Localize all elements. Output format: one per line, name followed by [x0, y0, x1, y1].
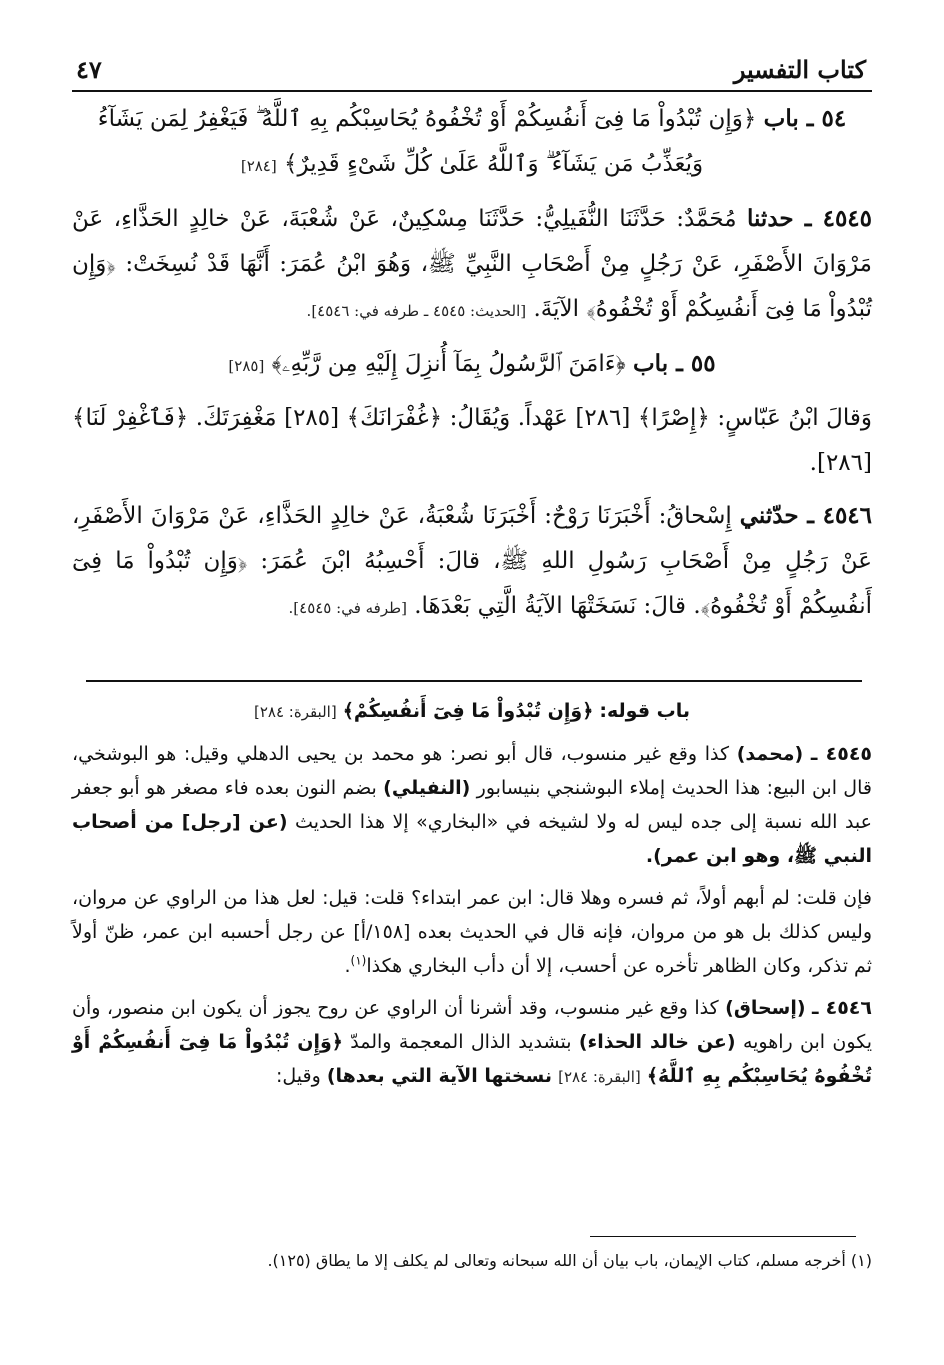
commentary-question [72, 881, 872, 983]
hadith-4546 [72, 493, 872, 631]
hadith-body: إِسْحاقُ: أَخْبَرَنَا رَوْحٌ: أَخْبَرَنَا شُعْبَةُ، عَنْ خالِدٍ الحَذَّاءِ، عَنْ مَرْوَانَ الأَصْفَرِ، عَنْ رَجُلٍ مِنْ أَصْحَابِ رَسُولِ اللهِ ﷺ، قالَ: أَحْسِبُهُ ابْنَ عُمَرَ: ﴿وَإِن تُبْدُواْ مَا فِىٓ أَنفُسِكُمْ أَوْ تُخْفُوهُ﴾. قالَ: نَسَخَتْهَا الآيَةُ الَّتِي بَعْدَهَا. [72, 503, 872, 619]
ibn-abbas-commentary [72, 396, 872, 486]
quran-verse: ﴿ءَامَنَ ٱلرَّسُولُ بِمَآ أُنزِلَ إِلَيْهِ مِن رَّبِّهِۦ﴾ [271, 351, 626, 377]
quran-verse: ﴿وَإِن تُبْدُواْ مَا فِىٓ أَنفُسِكُمْ أَوْ تُخْفُوهُ يُحَاسِبْكُم بِهِ ٱللَّهُ ۖ فَيَغْفِرُ لِمَن يَشَآءُ وَيُعَذِّبُ مَن يَشَآءُ ۗ وَٱللَّهُ عَلَىٰ كُلِّ شَىْءٍ قَدِيرٌ﴾ [97, 106, 757, 177]
commentary-term: (إسحاق) [725, 997, 806, 1019]
footnote-number: (١) [850, 1251, 872, 1270]
book-title: كتاب التفسير [733, 55, 866, 84]
hadith-reference: [الحديث: ٤٥٤٥ ـ طرفه في: ٤٥٤٦]. [306, 302, 527, 320]
hadith-number: ٤٥٤٥ ـ حدثنا [746, 205, 873, 232]
page-number: ٤٧ [76, 55, 102, 84]
section-divider [86, 680, 862, 682]
commentary-text: كذا وقع غير منسوب، قال أبو نصر: هو محمد بن يحيى الدهلي وقيل: هو البوشخي، قال ابن البيع: هذا الحديث إملاء البوشنجي بنيسابور [72, 743, 872, 799]
commentary-term: نسختها الآية التي بعدها) [326, 1065, 553, 1087]
verse-reference: [٢٨٤] [240, 157, 277, 175]
hadith-number: ٤٥٤٦ ـ حدّثني [739, 502, 873, 529]
footnote [72, 1248, 872, 1274]
footnote-text: أخرجه مسلم، كتاب الإيمان، باب بيان أن الله سبحانه وتعالى لم يكلف إلا ما يطاق (١٢٥). [267, 1251, 846, 1270]
footnote-divider [590, 1236, 856, 1237]
commentary-chapter-heading [72, 694, 872, 729]
commentary-term: (النفيلي) [383, 777, 471, 799]
commentary-4546 [72, 991, 872, 1094]
commentary-term: (محمد) [736, 743, 804, 765]
commentary-4545 [72, 737, 872, 873]
commentary-text: بضم النون بعده فاء مصغر هو أبو جعفر عبد الله نسبة إلى جده ليس له ولا لشيخه في «البخاري» إلا هذا الحديث [72, 777, 872, 833]
commentary-section [72, 694, 872, 1102]
commentary-text: كذا وقع غير منسوب، وقد أشرنا أن الراوي عن روح يجوز أن يكون ابن منصور، وأن يكون ابن راهويه [72, 997, 872, 1053]
chapter-number: ٥٤ ـ باب [763, 105, 847, 132]
quran-verse: ﴿وَإِن تُبْدُواْ مَا فِىٓ أَنفُسِكُمْ﴾ [342, 700, 594, 722]
commentary-text: فإن قلت: لم أبهم أولاً، ثم فسره وهلا قال: ابن عمر ابتداء؟ قلت: قيل: لعل هذا من الراوي عن مروان، وليس كذلك بل هو من مروان، فإنه قال في الحديث بعده [١٥٨/أ] عن رجل أحسبه ابن عمر، ظنّ أولاً ثم تذكر، وكان الظاهر تأخره عن أحسب، إلا أن دأب البخاري هكذا [72, 887, 873, 977]
ibn-abbas-text: وَقالَ ابْنُ عَبّاسٍ: ﴿إِصْرًا﴾ [٢٨٦] عَهْداً. وَيُقَالُ: ﴿غُفْرَانَكَ﴾ [٢٨٥] مَغْفِرَتَكَ. ﴿فَٱغْفِرْ لَنَا﴾ [٢٨٦]. [72, 405, 872, 476]
chapter-number: ٥٥ ـ باب [633, 350, 716, 377]
verse-reference: [٢٨٥] [228, 357, 265, 375]
chapter-label: باب قوله: [599, 700, 690, 722]
quran-verse: ﴿وَإِن تُبْدُواْ مَا فِىٓ أَنفُسِكُمْ أَوْ تُخْفُوهُ يُحَاسِبْكُم بِهِ ٱللَّهُ﴾ [72, 1031, 872, 1087]
sentence-end: . [344, 955, 351, 977]
chapter-55-heading [72, 341, 872, 389]
commentary-text: بتشديد الذال المعجمة والمدّ [350, 1031, 572, 1053]
hadith-4545 [72, 196, 872, 334]
hadith-body: مُحَمَّدٌ: حَدَّثَنَا النُّفَيلِيُّ: حَدَّثَنَا مِسْكِينٌ، عَنْ شُعْبَةَ، عَنْ خالِدٍ الحَذَّاءِ، عَنْ مَرْوَانَ الأَصْفَرِ، عَنْ رَجُلٍ مِنْ أَصْحَابِ النَّبِيِّ ﷺ، وَهُوَ ابْنُ عُمَرَ: أَنَّهَا قَدْ نُسِخَتْ: ﴿وَإِن تُبْدُواْ مَا فِىٓ أَنفُسِكُمْ أَوْ تُخْفُوهُ﴾ الآيَةَ. [72, 206, 872, 322]
page-header [72, 42, 872, 92]
chapter-54-heading [72, 96, 872, 189]
commentary-number: ٤٥٤٥ ـ [810, 743, 873, 765]
commentary-number: ٤٥٤٦ ـ [812, 997, 872, 1019]
commentary-term: (عن [رجل] من أصحاب النبي ﷺ، وهو ابن عمر). [72, 811, 872, 867]
hadith-reference: [طرفه في: ٤٥٤٥]. [288, 599, 407, 617]
commentary-text: وقيل: [275, 1065, 321, 1087]
footnote-marker[interactable]: (١) [350, 953, 367, 968]
hadith-text-section [72, 96, 872, 638]
verse-reference: [البقرة: ٢٨٤] [253, 703, 337, 721]
verse-reference: [البقرة: ٢٨٤] [558, 1068, 641, 1086]
commentary-term: (عن خالد الحذاء) [578, 1031, 736, 1053]
